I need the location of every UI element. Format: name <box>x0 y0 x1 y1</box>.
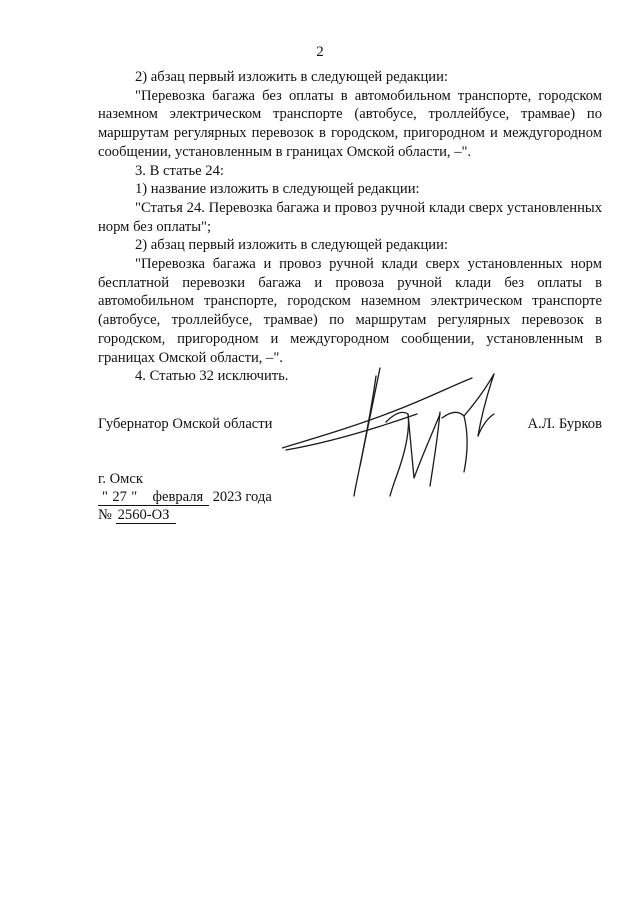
date-fill-line <box>98 490 209 506</box>
document-number <box>98 506 358 524</box>
paragraph: "Перевозка багажа и провоз ручной клади сверх установленных норм бесплатной перевозки багажа и провоза ручной клади без оплаты в автомобильном транспорте, городском наземном электрическом транспорте (автобусе, троллейбусе, трамвае) по маршрутам регулярных перевозок в городском, пригородном и междугородном сообщении, установленным в границах Омской области, –". <box>98 256 602 366</box>
date-day: 27 <box>112 489 127 505</box>
signing-date <box>98 488 358 506</box>
paragraph: 2) абзац первый изложить в следующей редакции: <box>135 237 448 254</box>
paragraph: "Статья 24. Перевозка багажа и провоз ручной клади сверх установленных норм без оплаты"; <box>98 199 602 235</box>
date-year: 2023 года <box>212 489 272 505</box>
signatory-title: Губернатор Омской области <box>98 416 273 432</box>
date-open-quote: " <box>102 489 108 505</box>
place-of-signing: г. Омск <box>98 471 143 487</box>
date-month: февраля <box>152 489 204 505</box>
signatory-name: А.Л. Бурков <box>527 416 602 432</box>
date-close-quote: " <box>131 489 138 505</box>
paragraph: "Перевозка багажа без оплаты в автомобильном транспорте, городском наземном электрическом транспорте (автобусе, троллейбусе, трамвае) по маршрутам регулярных перевозок в городском, пригородном и междугородном сообщении, установленным в границах Омской области, –". <box>98 87 602 160</box>
place-date-block <box>98 470 358 524</box>
number-value: 2560-ОЗ <box>116 508 176 524</box>
page-number: 2 <box>316 44 324 60</box>
paragraph: 1) название изложить в следующей редакции: <box>135 181 420 198</box>
number-label: № <box>98 507 112 523</box>
paragraph: 4. Статью 32 исключить. <box>135 368 289 385</box>
document-body <box>98 68 602 386</box>
paragraph: 3. В статье 24: <box>135 162 224 179</box>
paragraph: 2) абзац первый изложить в следующей редакции: <box>135 69 448 85</box>
